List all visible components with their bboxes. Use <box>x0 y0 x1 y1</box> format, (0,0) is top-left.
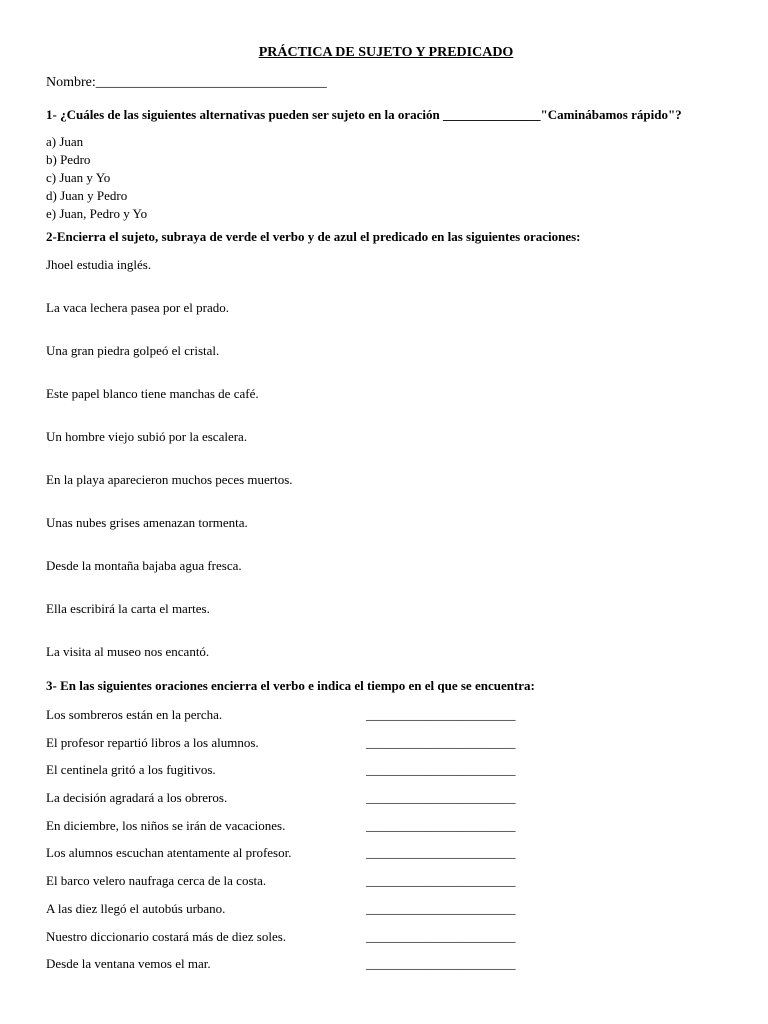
sentence-item: Ella escribirá la carta el martes. <box>46 601 210 616</box>
sentence-item: Desde la montaña bajaba agua fresca. <box>46 558 242 573</box>
answer-blank: _______________________ <box>366 707 516 722</box>
answer-blank: _______________________ <box>366 900 516 916</box>
answer-row <box>46 818 746 846</box>
answer-row <box>46 929 746 957</box>
sentence-text: En diciembre, los niños se irán de vacaciones. <box>46 817 286 833</box>
answer-row <box>46 901 746 929</box>
answer-blank: _______________________ <box>366 928 516 944</box>
page-title: PRÁCTICA DE SUJETO Y PREDICADO <box>258 45 514 60</box>
answer-blank: _______________________ <box>366 734 516 750</box>
sentence-text: Los alumnos escuchan atentamente al profesor. <box>46 845 292 861</box>
sentence-text: A las diez llegó el autobús urbano. <box>46 900 226 916</box>
answer-blank: _______________________ <box>366 817 516 833</box>
sentence-item: En la playa aparecieron muchos peces muertos. <box>46 472 293 487</box>
option-a: a) Juan <box>46 134 84 149</box>
option-e: e) Juan, Pedro y Yo <box>46 206 148 221</box>
answer-row <box>46 873 746 901</box>
sentence-text: El barco velero naufraga cerca de la costa. <box>46 873 267 889</box>
answer-row <box>46 762 746 790</box>
question-1: 1- ¿Cuáles de las siguientes alternativas pueden ser sujeto en la oración _______________"Caminábamos rápido"? <box>46 107 682 122</box>
option-c: c) Juan y Yo <box>46 170 111 185</box>
sentence-item: Jhoel estudia inglés. <box>46 257 152 272</box>
sentence-item: Unas nubes grises amenazan tormenta. <box>46 515 248 530</box>
name-field-line: Nombre:_________________________________ <box>46 75 327 90</box>
answer-blank: _______________________ <box>366 956 516 972</box>
sentence-item: La visita al museo nos encantó. <box>46 644 210 659</box>
answer-blank: _______________________ <box>366 762 516 778</box>
question-1-options <box>46 134 147 224</box>
sentence-text: Desde la ventana vemos el mar. <box>46 956 211 972</box>
answer-blank: _______________________ <box>366 873 516 889</box>
question-2-sentences <box>46 257 293 687</box>
sentence-text: El profesor repartió libros a los alumnos. <box>46 734 259 750</box>
sentence-text: La decisión agradará a los obreros. <box>46 790 228 806</box>
question-3: 3- En las siguientes oraciones encierra el verbo e indica el tiempo en el que se encuentra: <box>46 678 535 693</box>
sentence-text: El centinela gritó a los fugitivos. <box>46 762 216 778</box>
question-3-rows <box>46 707 746 984</box>
sentence-item: La vaca lechera pasea por el prado. <box>46 300 229 315</box>
sentence-text: Los sombreros están en la percha. <box>46 707 223 722</box>
answer-blank: _______________________ <box>366 845 516 861</box>
sentence-text: Nuestro diccionario costará más de diez soles. <box>46 928 287 944</box>
answer-row <box>46 735 746 763</box>
sentence-item: Un hombre viejo subió por la escalera. <box>46 429 248 444</box>
answer-row <box>46 790 746 818</box>
sentence-item: Este papel blanco tiene manchas de café. <box>46 386 259 401</box>
sentence-item: Una gran piedra golpeó el cristal. <box>46 343 220 358</box>
answer-row <box>46 845 746 873</box>
option-b: b) Pedro <box>46 152 91 167</box>
option-d: d) Juan y Pedro <box>46 188 128 203</box>
answer-row <box>46 956 746 984</box>
answer-row <box>46 707 746 735</box>
answer-blank: _______________________ <box>366 790 516 806</box>
question-2: 2-Encierra el sujeto, subraya de verde el verbo y de azul el predicado en las siguientes oraciones: <box>46 229 581 244</box>
